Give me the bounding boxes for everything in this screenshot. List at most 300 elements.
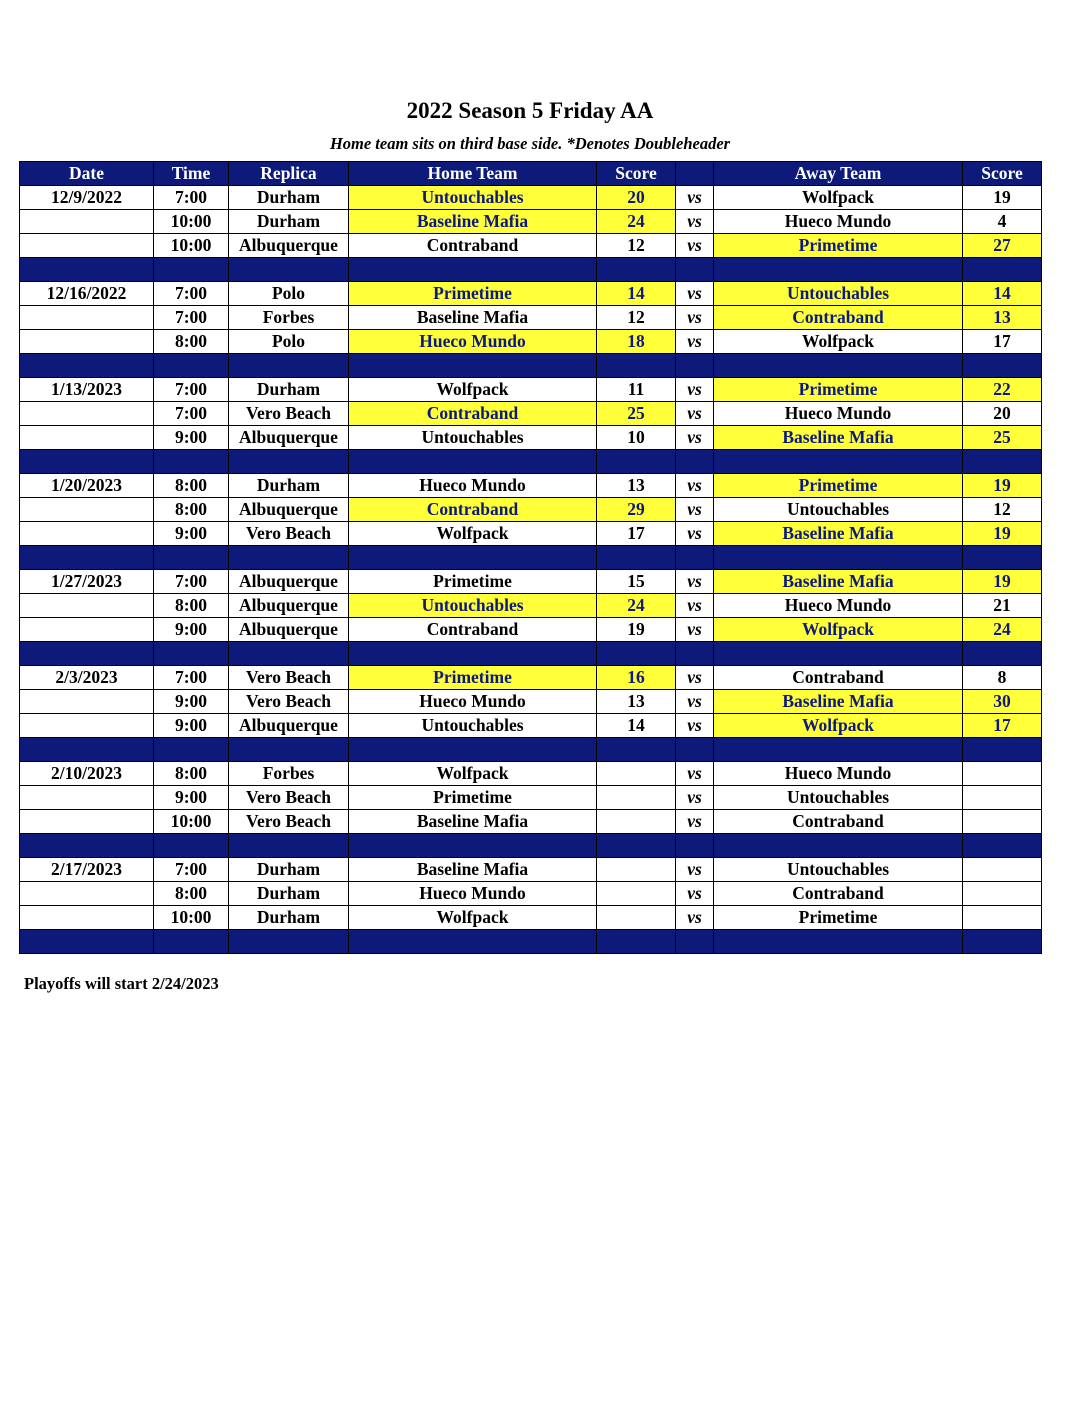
separator-cell	[597, 930, 676, 954]
away-team-cell: Contraband	[714, 666, 963, 690]
date-cell	[20, 906, 154, 930]
home-team-cell: Contraband	[349, 618, 597, 642]
away-score-cell	[963, 762, 1042, 786]
time-cell: 8:00	[154, 498, 229, 522]
away-score-cell: 24	[963, 618, 1042, 642]
week-separator-row	[20, 642, 1042, 666]
home-score-cell: 29	[597, 498, 676, 522]
away-score-cell: 13	[963, 306, 1042, 330]
separator-cell	[20, 738, 154, 762]
home-score-cell: 13	[597, 474, 676, 498]
header-home-team: Home Team	[349, 162, 597, 186]
home-team-cell: Untouchables	[349, 594, 597, 618]
separator-cell	[963, 642, 1042, 666]
away-team-cell: Wolfpack	[714, 330, 963, 354]
home-team-cell: Wolfpack	[349, 522, 597, 546]
replica-cell: Albuquerque	[229, 498, 349, 522]
separator-cell	[229, 258, 349, 282]
time-cell: 8:00	[154, 330, 229, 354]
separator-cell	[714, 930, 963, 954]
time-cell: 8:00	[154, 594, 229, 618]
home-team-cell: Contraband	[349, 234, 597, 258]
table-row	[20, 594, 1042, 618]
away-team-cell: Contraband	[714, 882, 963, 906]
away-score-cell	[963, 810, 1042, 834]
playoffs-note: Playoffs will start 2/24/2023	[24, 974, 219, 993]
separator-cell	[676, 450, 714, 474]
home-score-cell: 24	[597, 594, 676, 618]
table-row	[20, 714, 1042, 738]
time-cell: 9:00	[154, 618, 229, 642]
separator-cell	[597, 834, 676, 858]
date-cell	[20, 306, 154, 330]
vs-cell: vs	[676, 786, 714, 810]
away-team-cell: Primetime	[714, 906, 963, 930]
time-cell: 7:00	[154, 378, 229, 402]
date-cell	[20, 402, 154, 426]
table-row	[20, 666, 1042, 690]
vs-cell: vs	[676, 306, 714, 330]
time-cell: 10:00	[154, 210, 229, 234]
time-cell: 9:00	[154, 426, 229, 450]
time-cell: 9:00	[154, 714, 229, 738]
home-score-cell: 17	[597, 522, 676, 546]
away-score-cell: 4	[963, 210, 1042, 234]
away-score-cell: 12	[963, 498, 1042, 522]
home-score-cell: 16	[597, 666, 676, 690]
away-score-cell: 21	[963, 594, 1042, 618]
separator-cell	[154, 258, 229, 282]
away-score-cell: 17	[963, 714, 1042, 738]
home-score-cell	[597, 882, 676, 906]
vs-cell: vs	[676, 402, 714, 426]
date-cell	[20, 618, 154, 642]
page-subtitle: Home team sits on third base side. *Denotes Doubleheader	[329, 134, 731, 153]
table-row	[20, 474, 1042, 498]
separator-cell	[229, 930, 349, 954]
separator-cell	[714, 450, 963, 474]
away-score-cell: 25	[963, 426, 1042, 450]
away-score-cell	[963, 906, 1042, 930]
separator-cell	[229, 354, 349, 378]
separator-cell	[20, 450, 154, 474]
home-score-cell	[597, 786, 676, 810]
table-row	[20, 906, 1042, 930]
separator-cell	[714, 738, 963, 762]
home-team-cell: Hueco Mundo	[349, 882, 597, 906]
home-score-cell: 13	[597, 690, 676, 714]
table-row	[20, 306, 1042, 330]
home-score-cell: 10	[597, 426, 676, 450]
separator-cell	[676, 258, 714, 282]
away-team-cell: Untouchables	[714, 282, 963, 306]
replica-cell: Vero Beach	[229, 810, 349, 834]
replica-cell: Vero Beach	[229, 402, 349, 426]
table-row	[20, 618, 1042, 642]
table-row	[20, 762, 1042, 786]
separator-cell	[597, 450, 676, 474]
home-team-cell: Hueco Mundo	[349, 690, 597, 714]
vs-cell: vs	[676, 210, 714, 234]
vs-cell: vs	[676, 810, 714, 834]
away-team-cell: Wolfpack	[714, 714, 963, 738]
away-score-cell: 14	[963, 282, 1042, 306]
replica-cell: Forbes	[229, 762, 349, 786]
replica-cell: Durham	[229, 474, 349, 498]
vs-cell: vs	[676, 666, 714, 690]
week-separator-row	[20, 738, 1042, 762]
date-cell: 12/9/2022	[20, 186, 154, 210]
date-cell	[20, 210, 154, 234]
replica-cell: Durham	[229, 378, 349, 402]
vs-cell: vs	[676, 714, 714, 738]
away-team-cell: Contraband	[714, 810, 963, 834]
home-score-cell	[597, 810, 676, 834]
away-score-cell	[963, 858, 1042, 882]
week-separator-row	[20, 834, 1042, 858]
away-team-cell: Hueco Mundo	[714, 594, 963, 618]
table-row	[20, 210, 1042, 234]
time-cell: 7:00	[154, 306, 229, 330]
table-row	[20, 786, 1042, 810]
table-row	[20, 330, 1042, 354]
week-separator-row	[20, 354, 1042, 378]
separator-cell	[229, 450, 349, 474]
separator-cell	[349, 930, 597, 954]
vs-cell: vs	[676, 498, 714, 522]
away-score-cell: 19	[963, 474, 1042, 498]
home-score-cell	[597, 762, 676, 786]
schedule-body	[20, 186, 1042, 954]
vs-cell: vs	[676, 474, 714, 498]
separator-cell	[676, 546, 714, 570]
home-team-cell: Primetime	[349, 666, 597, 690]
separator-cell	[963, 450, 1042, 474]
header-away-score: Score	[963, 162, 1042, 186]
home-team-cell: Primetime	[349, 282, 597, 306]
home-score-cell: 12	[597, 234, 676, 258]
away-team-cell: Hueco Mundo	[714, 402, 963, 426]
date-cell	[20, 426, 154, 450]
away-team-cell: Wolfpack	[714, 186, 963, 210]
home-score-cell: 12	[597, 306, 676, 330]
away-score-cell	[963, 882, 1042, 906]
replica-cell: Vero Beach	[229, 522, 349, 546]
away-team-cell: Untouchables	[714, 858, 963, 882]
time-cell: 7:00	[154, 666, 229, 690]
separator-cell	[676, 834, 714, 858]
home-team-cell: Untouchables	[349, 186, 597, 210]
time-cell: 7:00	[154, 282, 229, 306]
time-cell: 7:00	[154, 186, 229, 210]
vs-cell: vs	[676, 282, 714, 306]
date-cell: 1/13/2023	[20, 378, 154, 402]
separator-cell	[714, 642, 963, 666]
table-row	[20, 282, 1042, 306]
away-score-cell: 8	[963, 666, 1042, 690]
date-cell: 1/27/2023	[20, 570, 154, 594]
separator-cell	[676, 642, 714, 666]
separator-cell	[229, 834, 349, 858]
table-row	[20, 882, 1042, 906]
time-cell: 7:00	[154, 402, 229, 426]
replica-cell: Polo	[229, 282, 349, 306]
time-cell: 10:00	[154, 906, 229, 930]
separator-cell	[229, 546, 349, 570]
separator-cell	[676, 930, 714, 954]
table-row	[20, 186, 1042, 210]
replica-cell: Durham	[229, 906, 349, 930]
away-team-cell: Contraband	[714, 306, 963, 330]
home-score-cell: 25	[597, 402, 676, 426]
separator-cell	[20, 834, 154, 858]
away-score-cell: 22	[963, 378, 1042, 402]
replica-cell: Vero Beach	[229, 666, 349, 690]
vs-cell: vs	[676, 522, 714, 546]
date-cell	[20, 810, 154, 834]
separator-cell	[154, 930, 229, 954]
away-team-cell: Hueco Mundo	[714, 210, 963, 234]
home-team-cell: Wolfpack	[349, 762, 597, 786]
header-date: Date	[20, 162, 154, 186]
separator-cell	[349, 258, 597, 282]
date-cell	[20, 690, 154, 714]
table-row	[20, 858, 1042, 882]
separator-cell	[154, 450, 229, 474]
week-separator-row	[20, 450, 1042, 474]
home-team-cell: Baseline Mafia	[349, 858, 597, 882]
home-team-cell: Baseline Mafia	[349, 810, 597, 834]
date-cell	[20, 234, 154, 258]
home-team-cell: Contraband	[349, 498, 597, 522]
time-cell: 10:00	[154, 234, 229, 258]
home-score-cell: 20	[597, 186, 676, 210]
separator-cell	[154, 354, 229, 378]
away-team-cell: Baseline Mafia	[714, 522, 963, 546]
vs-cell: vs	[676, 378, 714, 402]
time-cell: 9:00	[154, 786, 229, 810]
table-row	[20, 690, 1042, 714]
table-row	[20, 522, 1042, 546]
separator-cell	[963, 354, 1042, 378]
separator-cell	[676, 354, 714, 378]
replica-cell: Albuquerque	[229, 594, 349, 618]
separator-cell	[349, 738, 597, 762]
vs-cell: vs	[676, 858, 714, 882]
schedule-table	[19, 161, 1042, 954]
separator-cell	[154, 642, 229, 666]
separator-cell	[714, 834, 963, 858]
away-team-cell: Primetime	[714, 474, 963, 498]
home-score-cell	[597, 906, 676, 930]
separator-cell	[963, 930, 1042, 954]
replica-cell: Durham	[229, 858, 349, 882]
separator-cell	[154, 546, 229, 570]
separator-cell	[349, 354, 597, 378]
time-cell: 9:00	[154, 522, 229, 546]
away-team-cell: Primetime	[714, 234, 963, 258]
date-cell	[20, 330, 154, 354]
replica-cell: Durham	[229, 210, 349, 234]
separator-cell	[154, 738, 229, 762]
home-team-cell: Contraband	[349, 402, 597, 426]
week-separator-row	[20, 546, 1042, 570]
replica-cell: Albuquerque	[229, 618, 349, 642]
away-team-cell: Wolfpack	[714, 618, 963, 642]
away-score-cell: 19	[963, 570, 1042, 594]
home-team-cell: Wolfpack	[349, 378, 597, 402]
separator-cell	[597, 258, 676, 282]
home-team-cell: Wolfpack	[349, 906, 597, 930]
replica-cell: Durham	[229, 186, 349, 210]
home-score-cell: 15	[597, 570, 676, 594]
separator-cell	[349, 834, 597, 858]
home-score-cell: 14	[597, 282, 676, 306]
vs-cell: vs	[676, 570, 714, 594]
date-cell: 1/20/2023	[20, 474, 154, 498]
header-home-score: Score	[597, 162, 676, 186]
home-score-cell: 11	[597, 378, 676, 402]
away-team-cell: Baseline Mafia	[714, 690, 963, 714]
time-cell: 8:00	[154, 762, 229, 786]
separator-cell	[963, 546, 1042, 570]
table-row	[20, 810, 1042, 834]
home-team-cell: Baseline Mafia	[349, 210, 597, 234]
date-cell: 2/3/2023	[20, 666, 154, 690]
away-score-cell	[963, 786, 1042, 810]
replica-cell: Durham	[229, 882, 349, 906]
date-cell	[20, 786, 154, 810]
separator-cell	[963, 834, 1042, 858]
replica-cell: Forbes	[229, 306, 349, 330]
time-cell: 7:00	[154, 858, 229, 882]
separator-cell	[20, 258, 154, 282]
separator-cell	[597, 738, 676, 762]
date-cell: 2/17/2023	[20, 858, 154, 882]
separator-cell	[349, 642, 597, 666]
vs-cell: vs	[676, 906, 714, 930]
separator-cell	[349, 450, 597, 474]
away-team-cell: Untouchables	[714, 786, 963, 810]
replica-cell: Albuquerque	[229, 234, 349, 258]
away-team-cell: Hueco Mundo	[714, 762, 963, 786]
week-separator-row	[20, 258, 1042, 282]
replica-cell: Vero Beach	[229, 786, 349, 810]
vs-cell: vs	[676, 426, 714, 450]
home-team-cell: Untouchables	[349, 714, 597, 738]
away-score-cell: 19	[963, 186, 1042, 210]
vs-cell: vs	[676, 330, 714, 354]
time-cell: 10:00	[154, 810, 229, 834]
separator-cell	[963, 258, 1042, 282]
time-cell: 8:00	[154, 474, 229, 498]
separator-cell	[714, 546, 963, 570]
home-team-cell: Hueco Mundo	[349, 474, 597, 498]
vs-cell: vs	[676, 882, 714, 906]
home-score-cell: 14	[597, 714, 676, 738]
date-cell	[20, 714, 154, 738]
home-team-cell: Primetime	[349, 786, 597, 810]
separator-cell	[714, 354, 963, 378]
table-row	[20, 378, 1042, 402]
away-score-cell: 30	[963, 690, 1042, 714]
date-cell: 12/16/2022	[20, 282, 154, 306]
replica-cell: Polo	[229, 330, 349, 354]
replica-cell: Vero Beach	[229, 690, 349, 714]
away-score-cell: 20	[963, 402, 1042, 426]
away-team-cell: Primetime	[714, 378, 963, 402]
away-score-cell: 27	[963, 234, 1042, 258]
table-row	[20, 570, 1042, 594]
header-vs	[676, 162, 714, 186]
separator-cell	[963, 738, 1042, 762]
vs-cell: vs	[676, 594, 714, 618]
away-team-cell: Baseline Mafia	[714, 570, 963, 594]
separator-cell	[20, 930, 154, 954]
date-cell: 2/10/2023	[20, 762, 154, 786]
header-replica: Replica	[229, 162, 349, 186]
date-cell	[20, 522, 154, 546]
table-row	[20, 498, 1042, 522]
home-score-cell: 19	[597, 618, 676, 642]
home-score-cell: 24	[597, 210, 676, 234]
vs-cell: vs	[676, 234, 714, 258]
vs-cell: vs	[676, 618, 714, 642]
table-row	[20, 402, 1042, 426]
separator-cell	[20, 546, 154, 570]
vs-cell: vs	[676, 186, 714, 210]
replica-cell: Albuquerque	[229, 714, 349, 738]
separator-cell	[597, 642, 676, 666]
separator-cell	[229, 642, 349, 666]
away-team-cell: Baseline Mafia	[714, 426, 963, 450]
home-score-cell	[597, 858, 676, 882]
home-team-cell: Baseline Mafia	[349, 306, 597, 330]
date-cell	[20, 882, 154, 906]
vs-cell: vs	[676, 690, 714, 714]
home-team-cell: Primetime	[349, 570, 597, 594]
separator-cell	[349, 546, 597, 570]
table-row	[20, 234, 1042, 258]
page-title: 2022 Season 5 Friday AA	[406, 98, 654, 123]
separator-cell	[676, 738, 714, 762]
separator-cell	[597, 546, 676, 570]
date-cell	[20, 594, 154, 618]
separator-cell	[597, 354, 676, 378]
time-cell: 8:00	[154, 882, 229, 906]
replica-cell: Albuquerque	[229, 570, 349, 594]
separator-cell	[154, 834, 229, 858]
week-separator-row	[20, 930, 1042, 954]
date-cell	[20, 498, 154, 522]
separator-cell	[20, 642, 154, 666]
home-team-cell: Untouchables	[349, 426, 597, 450]
away-score-cell: 17	[963, 330, 1042, 354]
time-cell: 9:00	[154, 690, 229, 714]
header-row	[20, 162, 1042, 186]
header-time: Time	[154, 162, 229, 186]
replica-cell: Albuquerque	[229, 426, 349, 450]
separator-cell	[229, 738, 349, 762]
away-score-cell: 19	[963, 522, 1042, 546]
header-away-team: Away Team	[714, 162, 963, 186]
separator-cell	[714, 258, 963, 282]
away-team-cell: Untouchables	[714, 498, 963, 522]
time-cell: 7:00	[154, 570, 229, 594]
separator-cell	[20, 354, 154, 378]
home-team-cell: Hueco Mundo	[349, 330, 597, 354]
home-score-cell: 18	[597, 330, 676, 354]
